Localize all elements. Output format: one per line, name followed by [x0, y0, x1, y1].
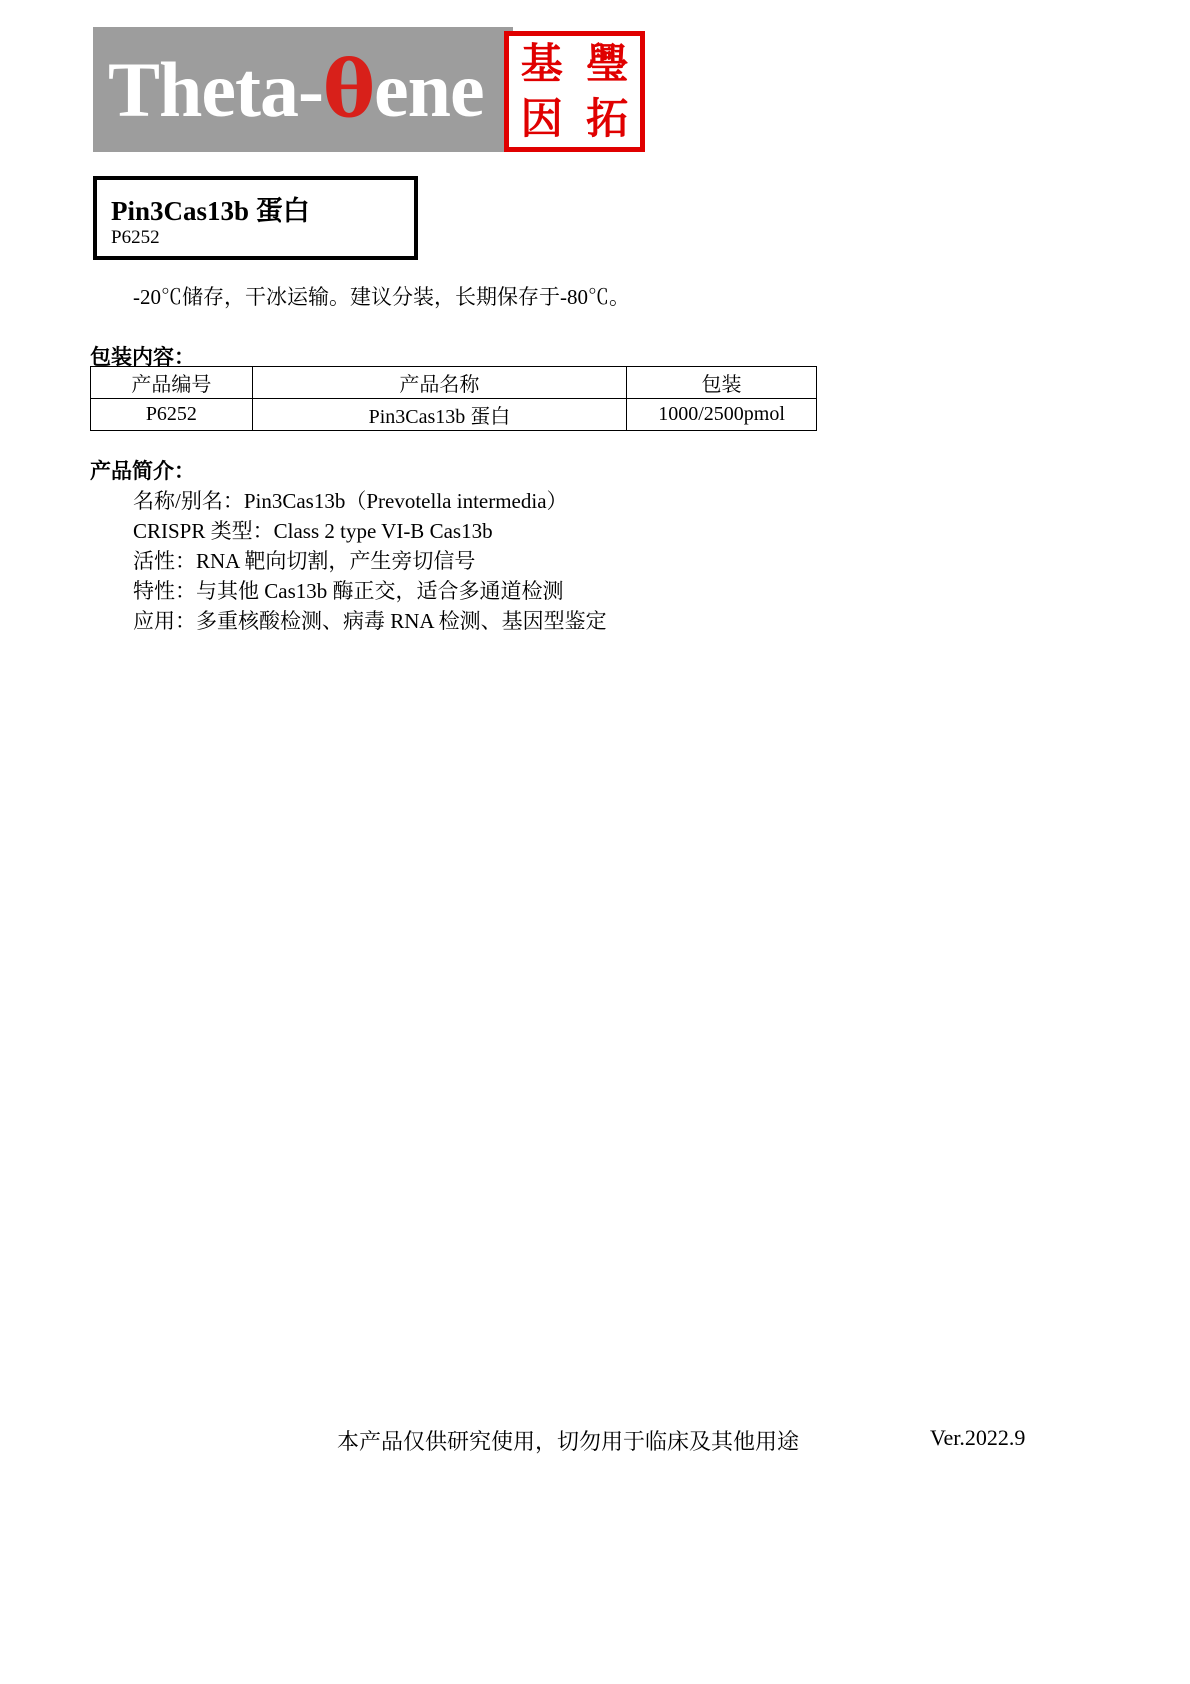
list-item: CRISPR 类型：Class 2 type VI-B Cas13b [133, 519, 493, 543]
logo-prefix-text: Theta- [108, 46, 323, 133]
theta-glyph: θ [322, 44, 375, 135]
seal-char-2: 璺 [586, 38, 629, 88]
product-title-box [93, 176, 418, 260]
seal-char-3: 因 [520, 94, 563, 144]
column-header-product: 产品名称 [252, 367, 626, 399]
seal-char-1: 基 [520, 38, 563, 88]
column-header-catalog: 产品编号 [91, 367, 253, 399]
introduction-list [133, 486, 607, 636]
cell-product: Pin3Cas13b 蛋白 [252, 399, 626, 431]
catalog-number: P6252 [111, 227, 160, 248]
page-title: Pin3Cas13b 蛋白 [111, 196, 310, 226]
company-logo-wordmark [108, 42, 528, 138]
footer-version: Ver.2022.9 [930, 1425, 1026, 1450]
table-header-row [91, 367, 817, 399]
list-item: 名称/别名：Pin3Cas13b（Prevotella intermedia） [133, 489, 568, 513]
list-item: 应用：多重核酸检测、病毒 RNA 检测、基因型鉴定 [133, 609, 607, 633]
logo-suffix-text: ene [374, 46, 484, 133]
table-row [91, 399, 817, 431]
cell-catalog: P6252 [91, 399, 253, 431]
seal-char-4: 拓 [586, 94, 629, 144]
list-item: 活性：RNA 靶向切割，产生旁切信号 [133, 549, 476, 573]
column-header-size: 包装 [627, 367, 817, 399]
company-seal-stamp [504, 31, 645, 152]
footer-disclaimer: 本产品仅供研究使用，切勿用于临床及其他用途 [337, 1429, 800, 1454]
packaging-heading: 包装内容： [90, 345, 195, 369]
introduction-heading: 产品简介： [90, 459, 195, 483]
storage-instructions: -20℃储存，干冰运输。建议分装，长期保存于-80℃。 [133, 285, 630, 309]
list-item: 特性：与其他 Cas13b 酶正交，适合多通道检测 [133, 579, 564, 603]
packaging-table [90, 366, 817, 431]
cell-size: 1000/2500pmol [627, 399, 817, 431]
